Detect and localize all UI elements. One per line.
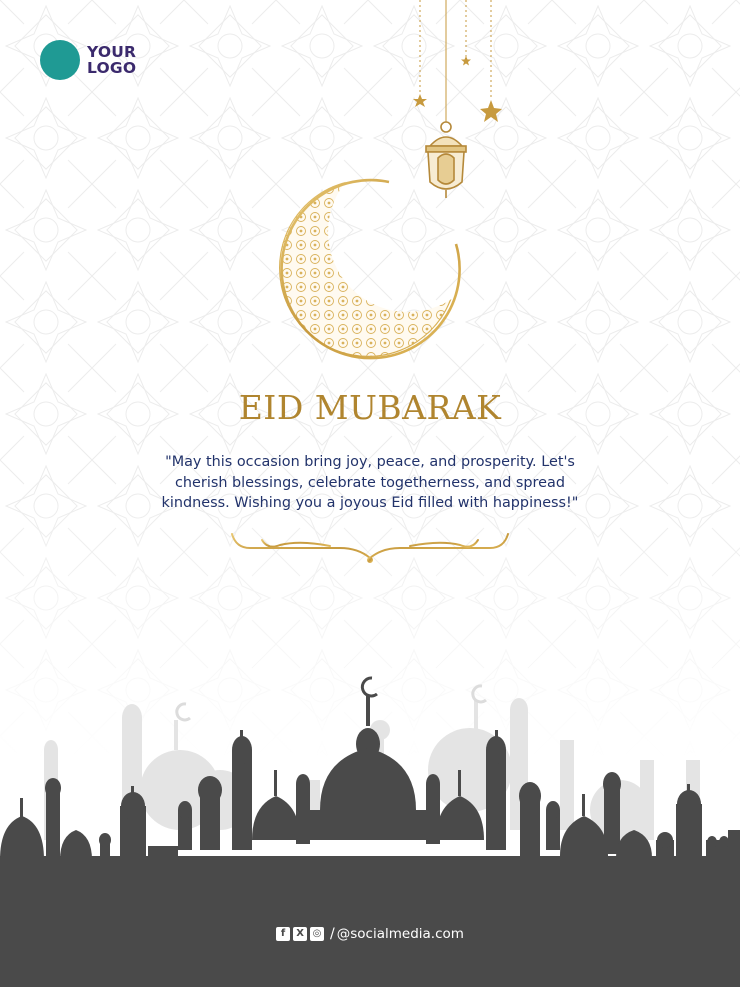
logo-circle-icon (40, 40, 80, 80)
social-handle[interactable]: @socialmedia.com (336, 926, 464, 942)
logo-text-line2: LOGO (87, 59, 137, 77)
crescent-moon-icon (270, 170, 470, 370)
footer-separator: / (330, 926, 335, 942)
logo-text-line1: YOUR (87, 43, 137, 61)
greeting-message: "May this occasion bring joy, peace, and prosperity. Let's cherish blessings, celebrate togetherness, and spread kindness. Wishing you a joyous Eid filled with happiness!" (161, 454, 579, 511)
ornamental-divider (232, 534, 508, 562)
x-icon[interactable]: X (293, 927, 307, 941)
instagram-icon[interactable]: ◎ (310, 927, 324, 941)
brand-logo[interactable] (40, 40, 136, 80)
skyline-foreground-layer (0, 696, 740, 987)
hanging-strings (420, 0, 491, 122)
crescent-icon (177, 686, 486, 720)
star-icon (413, 56, 502, 122)
facebook-icon[interactable]: f (276, 927, 290, 941)
main-crescent-icon (362, 678, 377, 696)
social-footer (0, 926, 740, 942)
page-title: EID MUBARAK (238, 388, 502, 427)
logo-text (87, 44, 136, 76)
